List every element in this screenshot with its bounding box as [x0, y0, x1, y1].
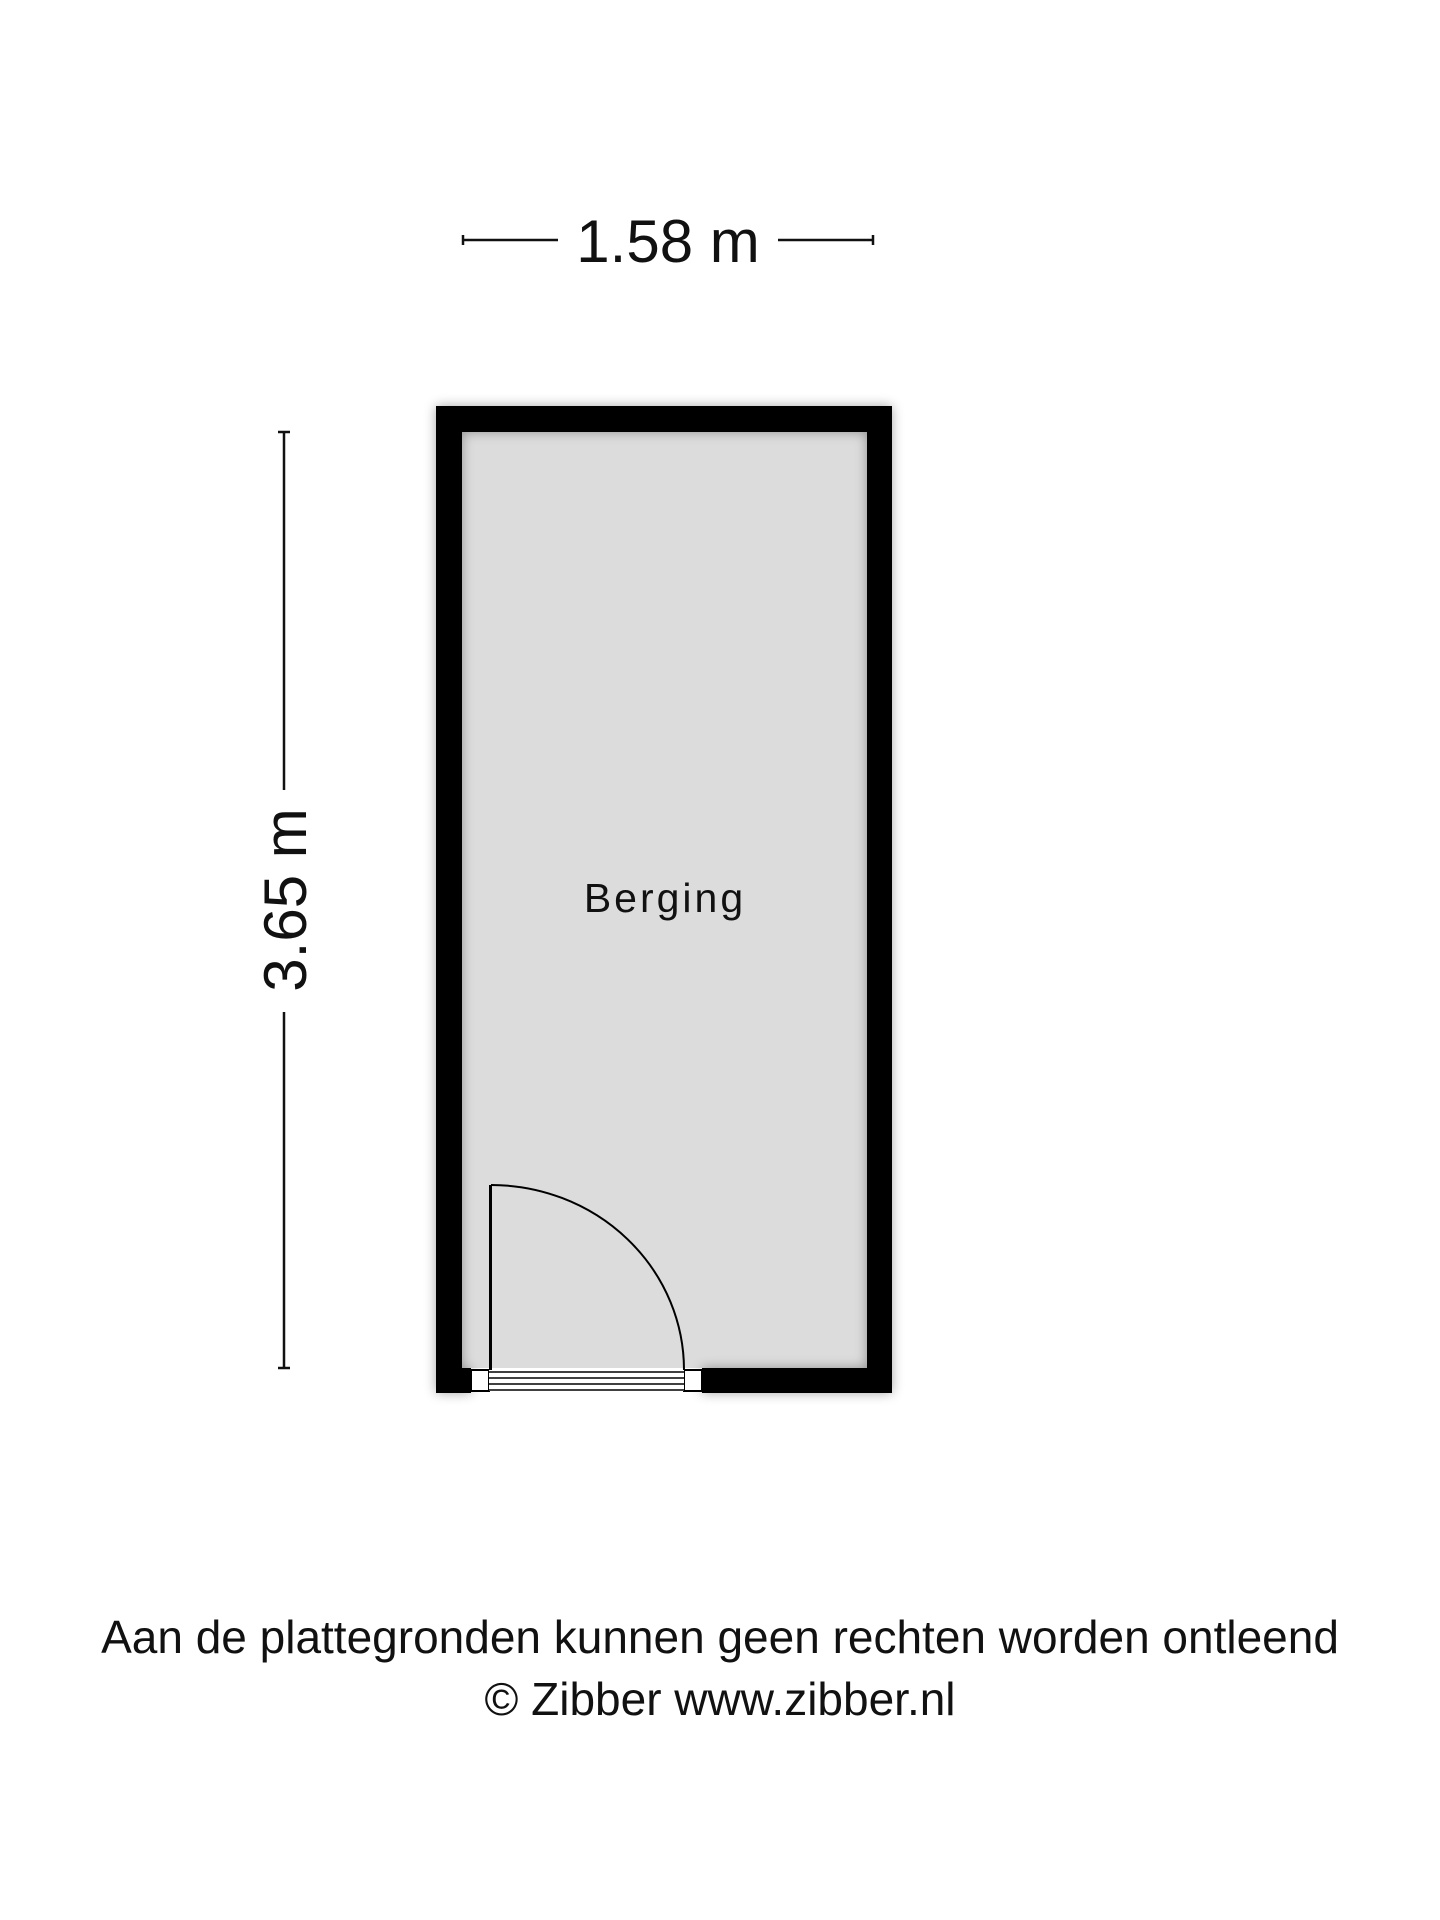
door-leaf — [489, 1185, 492, 1370]
wall-bottom-left — [436, 1368, 471, 1393]
door-frame-right — [684, 1370, 702, 1391]
width-dimension-label: 1.58 m — [576, 208, 760, 275]
door-frame-left — [471, 1370, 489, 1391]
wall-right — [867, 406, 892, 1393]
wall-bottom-right — [702, 1368, 892, 1393]
room-label: Berging — [583, 875, 747, 921]
length-dimension-label: 3.65 m — [252, 808, 319, 992]
copyright-text: © Zibber www.zibber.nl — [484, 1673, 956, 1725]
door-threshold — [489, 1370, 684, 1391]
wall-top — [436, 406, 892, 432]
length-dimension — [252, 432, 319, 1368]
disclaimer-text: Aan de plattegronden kunnen geen rechten worden ontleend — [101, 1611, 1339, 1663]
wall-left — [436, 406, 462, 1393]
width-dimension — [463, 208, 873, 275]
